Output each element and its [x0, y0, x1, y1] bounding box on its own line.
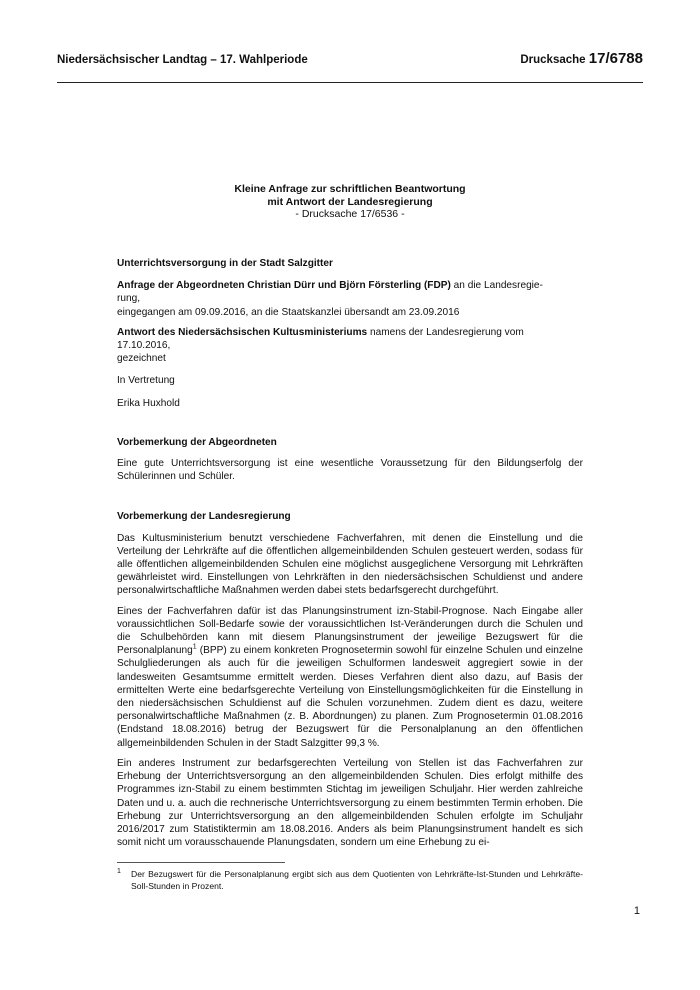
footnote — [117, 868, 583, 892]
signature-name: Erika Huxhold — [117, 397, 180, 409]
landesregierung-paragraph-2 — [117, 605, 583, 750]
anfrage-line-3: eingegangen am 09.09.2016, an die Staatskanzlei übersandt am 23.09.2016 — [117, 306, 460, 318]
antwort-line-2: 17.10.2016, — [117, 340, 171, 352]
title-line-3: - Drucksache 17/6536 - — [295, 208, 405, 220]
drucksache-number: 17/6788 — [588, 50, 643, 67]
drucksache-id — [520, 50, 643, 67]
antwort-paragraph — [117, 326, 583, 339]
anfrage-bold: Anfrage der Abgeordneten Christian Dürr und Björn Försterling (FDP) — [117, 280, 451, 292]
anfrage-line-2: rung, — [117, 293, 141, 305]
title-line-2: mit Antwort der Landesregierung — [267, 195, 433, 208]
landesregierung-paragraph-1: Das Kultusministerium benutzt verschiedene Fachverfahren, mit denen die Einstellung und die Verteilung der Lehrkräfte auf die öffentlichen allgemeinbildenden Schulen gesteuert werden, sodass für alle öffentlichen allgemeinbildenden Schulen eine möglichst ausgeglichene Versorgung mit Lehrkräften gewährleistet wird. Einstellungen von Lehrkräften in den niedersächsischen Schuldienst und andere personalwirtschaftliche Maßnahmen werden dabei stets bedarfsgerecht durchgeführt. — [117, 532, 583, 597]
page-number: 1 — [633, 905, 640, 917]
title-block — [0, 183, 700, 221]
anfrage-rest-1: an die Landesregie- — [453, 280, 543, 292]
landesregierung-paragraph-3: Ein anderes Instrument zur bedarfsgerechten Verteilung von Stellen ist das Fachverfahren zur Erhebung der Unterrichtsversorgung an den allgemeinbildenden Schulen. Dies erfolgt mithilfe des Programmes izn-Stabil zu einem bestimmten Stichtag im jeweiligen Schuljahr. Hier werden zahlreiche Daten und u. a. auch die rechnerische Unterrichtsversorgung zu einem bestimmten Termin erhoben. Die Erhebung zur Unterrichtsversorgung an den allgemeinbildenden Schulen erfolgte im Schuljahr 2016/2017 zum Statistiktermin am 18.08.2016. Anders als beim Planungsinstrument handelt es sich somit nicht um vorausschauende Planungsdaten, sondern um eine Erhebung zu ei- — [117, 757, 583, 849]
page-header — [57, 50, 643, 67]
document-body — [117, 257, 583, 849]
drucksache-label: Drucksache — [520, 54, 586, 66]
paragraph-2-part-2: (BPP) zu einem konkreten Prognosetermin sowohl für einzelne Schulen und einzelne Schulgliederungen als auch für die jeweiligen Schulformen landesweit aggregiert sowie in der landesweiten Gesamtsumme ermittelt werden. Dieses Verfahren dient also dazu, auf Basis der ermittelten Werte eine bedarfsgerechte Verteilung von Einstellungsmöglichkeiten für die Einstellung in den niedersächsischen Schuldienst auf die Schulen vorzunehmen. Zudem dient es dazu, weitere personalwirtschaftliche Maßnahmen (z. B. Abordnungen) zu planen. Zum Prognosetermin 01.08.2016 (Endstand 18.08.2016) betrug der Bezugswert für die Personalplanung an den öffentlichen allgemeinbildenden Schulen in der Stadt Salzgitter 99,3 %. — [117, 645, 583, 749]
footnote-text: Der Bezugswert für die Personalplanung ergibt sich aus dem Quotienten von Lehrkräfte-Ist-Stunden und Lehrkräfte-Soll-Stunden in Prozent. — [131, 869, 583, 891]
footnote-marker: 1 — [117, 868, 121, 875]
vorbemerkung-abgeordnete-text: Eine gute Unterrichtsversorgung ist eine wesentliche Voraussetzung für den Bildungserfolg der Schülerinnen und Schüler. — [117, 458, 583, 483]
paragraph-2-part-1: Eines der Fachverfahren dafür ist das Planungsinstrument izn-Stabil-Prognose. Nach Eingabe aller voraussichtlichen Soll-Bedarfe sowie der voraussichtlichen Ist-Veränderungen durch die Schulen und die Schulbehörden kann mit diesem Planungsinstrument der jeweilige Bezugswert für die Personalplanung — [117, 605, 583, 657]
subject-heading: Unterrichtsversorgung in der Stadt Salzgitter — [117, 258, 333, 269]
antwort-bold: Antwort des Niedersächsischen Kultusministeriums — [117, 326, 368, 338]
vorbemerkung-landesregierung-heading: Vorbemerkung der Landesregierung — [117, 511, 291, 523]
antwort-rest-1: namens der Landesregierung vom — [369, 326, 524, 338]
header-divider — [57, 82, 643, 83]
anfrage-paragraph — [117, 279, 583, 292]
parliament-label: Niedersächsischer Landtag – 17. Wahlperiode — [57, 54, 308, 66]
footnote-reference: 1 — [192, 643, 197, 651]
title-line-1: Kleine Anfrage zur schriftlichen Beantwortung — [234, 183, 466, 195]
vorbemerkung-abgeordnete-heading: Vorbemerkung der Abgeordneten — [117, 436, 277, 448]
vertretung-text: In Vertretung — [117, 375, 175, 387]
antwort-line-3: gezeichnet — [117, 353, 166, 365]
footnote-divider — [117, 862, 285, 863]
